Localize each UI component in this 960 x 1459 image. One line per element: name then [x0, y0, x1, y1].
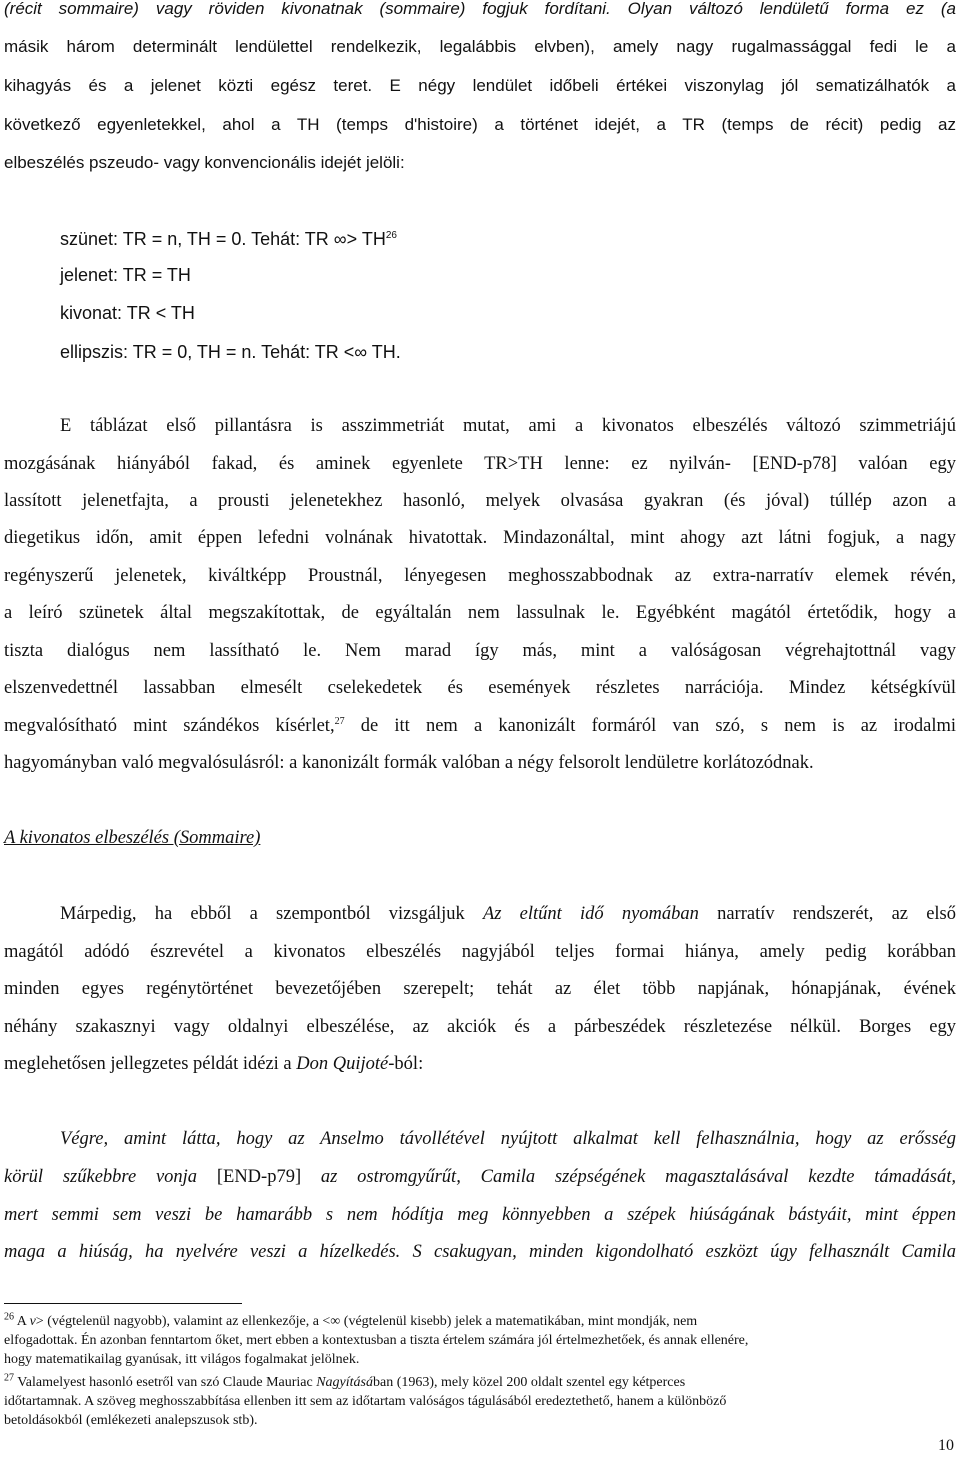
- para1-line3: kihagyás és a jelenet közti egész teret. E négy lendület időbeli értékei viszonylag jól sematizálhatók a: [4, 76, 956, 95]
- para3-line3: minden egyes regénytörténet bevezetőjében szerepelt; tehát az élet több napjának, hónapjának, évének: [4, 979, 956, 999]
- para3-line1: Márpedig, ha ebből a szempontból vizsgáljuk Az eltűnt idő nyomában narratív rendszerét, az első: [60, 904, 956, 924]
- para1-line4: következő egyenletekkel, ahol a TH (temps d'histoire) a történet idejét, a TR (temps de récit) pedig az: [4, 115, 956, 134]
- para2-line7: tiszta dialógus nem lassítható le. Nem marad így más, mint a valóságosan végrehajtottnál vagy: [4, 641, 956, 661]
- para1-line2: másik három determinált lendülettel rendelkezik, legalábbis elvben), amely nagy rugalmassággal fedi le a: [4, 37, 956, 56]
- section-heading: A kivonatos elbeszélés (Sommaire): [4, 828, 261, 848]
- footnote-27-line2: időtartamnak. A szöveg meghosszabbítása ellenben itt sem az időtartam valóságos tágulásából eredeztethető, hanem a különböző: [4, 1394, 727, 1409]
- footnote-27-line1: $^{27}$ Valamelyest hasonló esetről van szó Claude Mauriac Nagyításában (1963), mely közel 200 oldalt szentel egy kétperces: [4, 1372, 686, 1390]
- footnote-27-line3: betoldásokból (emlékezeti analepszusok stb).: [4, 1413, 258, 1428]
- page-number: 10: [938, 1437, 954, 1454]
- para3-line5: meglehetősen jellegzetes példát idézi a Don Quijoté-ból:: [4, 1054, 424, 1074]
- para1-line1: (récit sommaire) vagy röviden kivonatnak (sommaire) fogjuk fordítani. Olyan változó lendületű forma ez (a: [4, 0, 956, 18]
- para2-line9: megvalósítható mint szándékos kísérlet,$^{27}$ de itt nem a kanonizált formáról van szó, s nem is az irodalmi: [4, 715, 956, 736]
- para2-line2: mozgásának hiányából fakad, és aminek egyenlete TR>TH lenne: ez nyilván- [END-p78] valóan egy: [4, 454, 956, 474]
- footnote-26-line2: elfogadottak. Én azonban fenntartom őket, mert ebben a kontextusban a tiszta értelem számára jól értelmezhetőek, és annak ellenére,: [4, 1333, 749, 1348]
- quote-line4: maga a hiúság, ha nyelvére veszi a hízelkedés. S csakugyan, minden kigondolható eszközt úgy felhasznált Camila: [4, 1242, 956, 1262]
- para2-line5: regényszerű jelenetek, kiváltképp Proustnál, lényegesen meghosszabbodnak az extra-narratív elemek révén,: [4, 566, 956, 586]
- para3-line4: néhány szakasznyi vagy oldalnyi elbeszélése, az akciók és a párbeszédek részletezése nélkül. Borges egy: [4, 1017, 956, 1037]
- quote-line2: körül szűkebbre vonja [END-p79] az ostromgyűrűt, Camila szépségének magasztalásával kezdte támadását,: [4, 1167, 956, 1187]
- equation-pause: szünet: TR = n, TH = 0. Tehát: TR ∞> $TH^{26}$: [60, 229, 397, 249]
- para2-line4: diegetikus időn, amit éppen lefedni volnának hivatottak. Mindazonáltal, mint ahogy azt látni fogjuk, a nagy: [4, 528, 956, 548]
- para2-line10: hagyományban való megvalósulásról: a kanonizált formák valóban a négy felsorolt lendületre korlátozódnak.: [4, 753, 814, 773]
- para2-line6: a leíró szünetek által megszakítottak, de egyáltalán nem lassulnak le. Egyébként magától értetődik, hogy a: [4, 603, 956, 623]
- footnote-26-line1: $^{26}$ A v> (végtelenül nagyobb), valamint az ellenkezője, a <∞ (végtelenül kisebb) jelek a matematikában, mint mondják, nem: [4, 1311, 698, 1329]
- equation-scene: jelenet: TR = TH: [60, 265, 191, 285]
- para3-line2: magától adódó észrevétel a kivonatos elbeszélés nagyjából teljes formai hiánya, amely pedig korábban: [4, 942, 956, 962]
- quote-line3: mert semmi sem veszi be hamarább s nem hódítja meg könnyebben a szépek hiúságának bástyáit, mint éppen: [4, 1205, 956, 1225]
- equation-summary: kivonat: TR < TH: [60, 303, 195, 323]
- footnote-separator: [4, 1303, 242, 1304]
- para2-line1: E táblázat első pillantásra is asszimmetriát mutat, ami a kivonatos elbeszélés változó szimmetriájú: [60, 416, 956, 436]
- equation-ellipsis: ellipszis: TR = 0, TH = n. Tehát: TR <∞ TH.: [60, 342, 401, 362]
- quote-line1: Végre, amint látta, hogy az Anselmo távollétével nyújtott alkalmat kell felhasználnia, hogy az erősség: [60, 1129, 956, 1149]
- para2-line3: lassított jelenetfajta, a prousti jelenetekhez hasonló, melyek olvasása gyakran (és jóval) túllép azon a: [4, 491, 956, 511]
- para2-line8: elszenvedettnél lassabban elmesélt cselekedetek és események részletes narrációja. Mindez kétségkívül: [4, 678, 956, 698]
- para1-line5: elbeszélés pszeudo- vagy konvencionális idejét jelöli:: [4, 153, 405, 172]
- footnote-26-line3: hogy matematikailag gyanúsak, itt világos fogalmakat jelölnek.: [4, 1352, 360, 1367]
